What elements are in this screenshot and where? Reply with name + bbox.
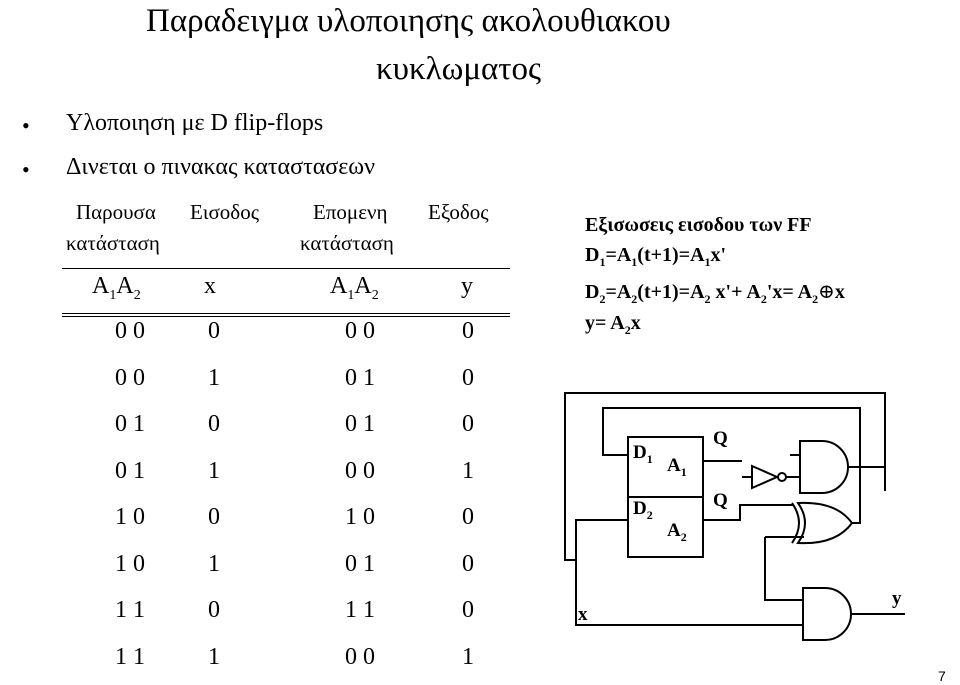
bullet-1: Υλοποιηση με D flip-flops (66, 110, 324, 136)
equation-d2: $D_2=A_2(t+1)=A_2$ $x'+ A_2'x=$ $A_2\oplus x$ (585, 281, 845, 306)
col-header-y: y (461, 273, 473, 299)
table-cell: 1 0 (345, 504, 375, 530)
wire-x-and2 (765, 537, 803, 600)
output-y-label: y (892, 588, 902, 609)
col-header-present: $A_1A_2$ (92, 273, 141, 303)
table-cell: 0 0 (115, 318, 145, 344)
wire-x-in (576, 560, 803, 625)
ff2-d-label: $D_2$ (633, 498, 653, 522)
table-cell: 0 (462, 597, 474, 623)
table-cell: 1 (208, 643, 220, 670)
inverter (752, 466, 777, 488)
wire-and1-out (848, 467, 885, 491)
table-cell: 1 0 (115, 550, 145, 577)
table-cell: 0 (208, 597, 220, 623)
wire-d2-in (576, 520, 628, 560)
header-present-state: κατάσταση (66, 231, 160, 255)
header-next-state: κατάσταση (300, 231, 394, 255)
table-cell: 0 (462, 504, 474, 530)
ff2-q-label: $A_2$ (667, 520, 687, 544)
table-cell: 1 1 (115, 597, 145, 623)
xor-gate (798, 503, 852, 543)
table-cell: 0 (462, 411, 474, 437)
ff1-d-label: $D_1$ (633, 442, 653, 466)
table-cell: 1 (462, 457, 474, 484)
input-x-label: x (578, 604, 588, 625)
equation-d1: $D_1=A_1(t+1)=A_1x'$ (585, 244, 727, 269)
col-header-x: x (204, 273, 216, 299)
table-cell: 0 0 (345, 318, 375, 344)
table-cell: 0 (208, 504, 220, 530)
table-cell: 0 0 (115, 364, 145, 391)
table-cell: 0 (208, 411, 220, 437)
table-cell: 1 (208, 457, 220, 484)
bullet-dot-icon: • (22, 157, 30, 182)
table-cell: 0 (462, 550, 474, 577)
table-cell: 0 1 (345, 411, 375, 437)
inverter-bubble (778, 473, 786, 481)
table-cell: 0 1 (345, 364, 375, 391)
table-cell: 0 1 (115, 457, 145, 484)
table-cell: 0 1 (115, 411, 145, 437)
table-cell: 0 0 (345, 457, 375, 484)
table-cell: 1 (208, 364, 220, 391)
q-top-label: Q (713, 428, 728, 449)
table-cell: 0 (208, 318, 220, 344)
bullet-dot-icon: • (22, 113, 30, 138)
table-cell: 1 0 (115, 504, 145, 530)
bullet-2: Δινεται ο πινακας καταστασεων (66, 154, 375, 180)
header-input: Εισοδος (190, 200, 260, 224)
header-present: Παρουσα (76, 200, 156, 224)
and-gate-1 (800, 441, 848, 493)
equations-heading: Εξισωσεις εισοδου των FF (585, 214, 812, 236)
table-cell: 0 (462, 318, 474, 344)
q-bottom-label: Q (713, 490, 728, 511)
table-cell: 0 1 (345, 550, 375, 577)
table-cell: 0 0 (345, 643, 375, 670)
table-cell: 1 1 (115, 643, 145, 670)
table-cell: 1 (462, 643, 474, 670)
title-line1: Παραδειγμα υλοποιησης ακολουθιακου (146, 3, 671, 39)
table-cell: 1 1 (345, 597, 375, 623)
and-gate-2 (803, 588, 851, 640)
table-cell: 1 (208, 550, 220, 577)
header-next: Επομενη (313, 200, 388, 224)
header-output: Εξοδος (428, 200, 489, 224)
col-header-next: $A_1A_2$ (330, 273, 379, 303)
page-number: 7 (938, 668, 946, 684)
title-line2: κυκλωματος (376, 51, 542, 87)
table-cell: 0 (462, 364, 474, 391)
ff1-q-label: $A_1$ (667, 455, 687, 479)
equation-y: $y= A_2x$ (585, 312, 641, 337)
